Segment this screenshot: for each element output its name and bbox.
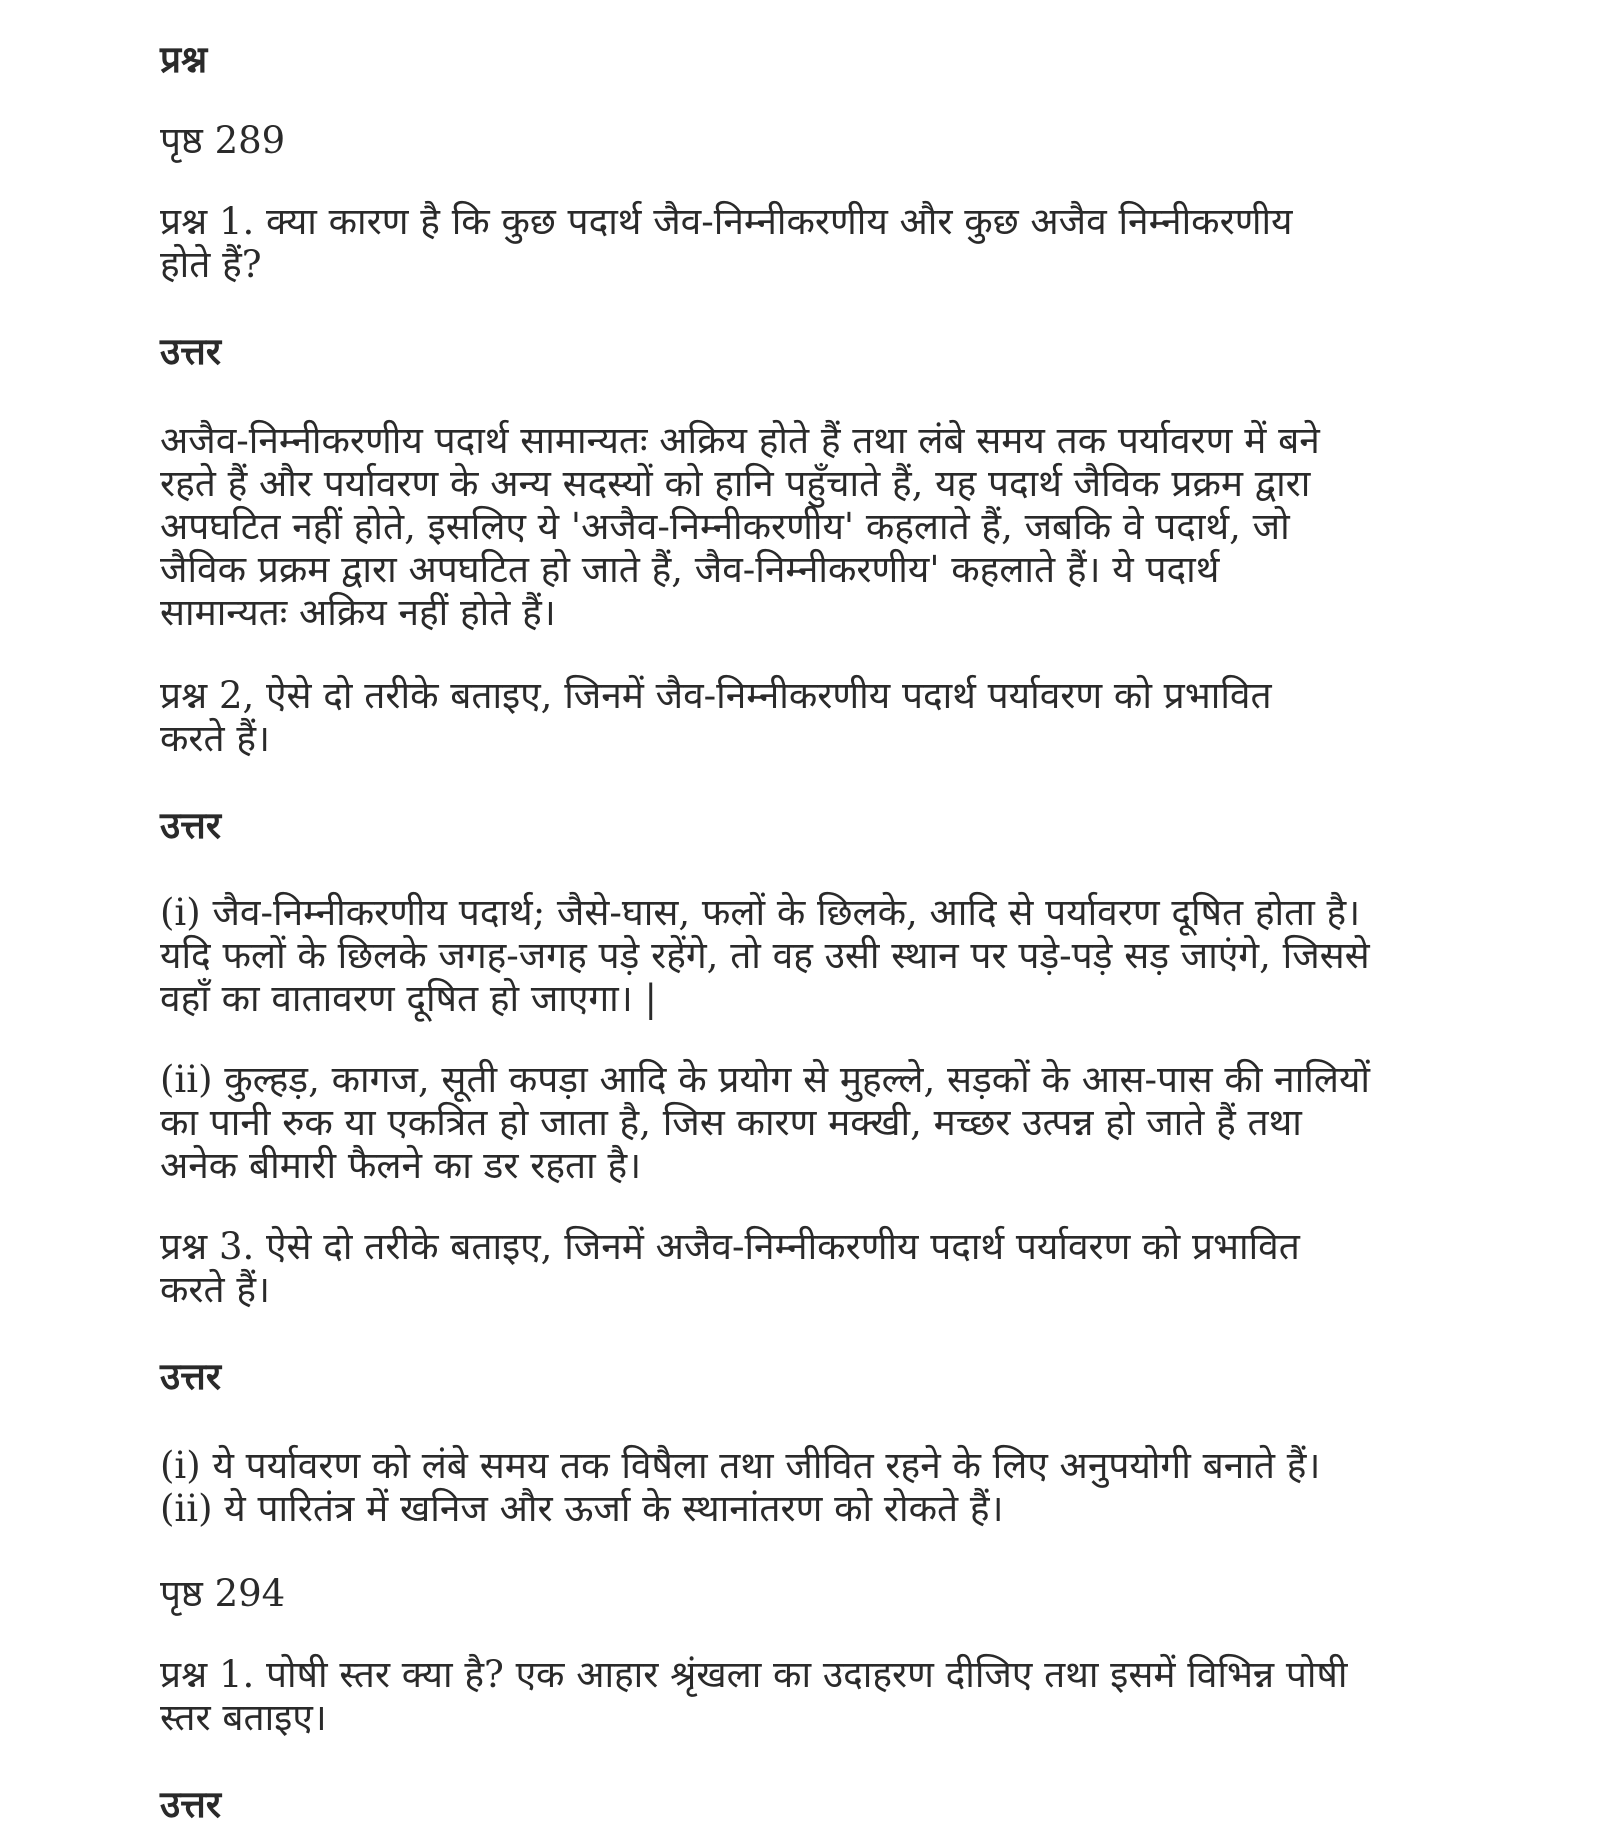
answer-2-point-2 <box>160 1058 1460 1187</box>
answer-label: उत्तर <box>160 803 221 847</box>
answer-3-line-2: (ii) ये पारितंत्र में खनिज और ऊर्जा के स्थानांतरण को रोकते हैं। <box>160 1487 1004 1530</box>
answer-label: उत्तर <box>160 1782 221 1826</box>
question-3 <box>160 1225 1460 1311</box>
question-2-line-2: करते हैं। <box>160 717 271 760</box>
question-2-line-1: प्रश्न 2, ऐसे दो तरीके बताइए, जिनमें जैव-निम्नीकरणीय पदार्थ पर्यावरण को प्रभावित <box>160 674 1272 717</box>
question-1-line-1: प्रश्न 1. क्या कारण है कि कुछ पदार्थ जैव-निम्नीकरणीय और कुछ अजैव निम्नीकरणीय <box>160 200 1293 243</box>
answer-2-point-1-line-2: यदि फलों के छिलके जगह-जगह पड़े रहेंगे, तो वह उसी स्थान पर पड़े-पड़े सड़ जाएंगे, जिससे <box>160 934 1370 977</box>
answer-1-line-5: सामान्यतः अक्रिय नहीं होते हैं। <box>160 591 556 634</box>
question-1-line-2: होते हैं? <box>160 243 262 286</box>
answer-2-point-2-line-3: अनेक बीमारी फैलने का डर रहता है। <box>160 1144 642 1187</box>
answer-3-line-1: (i) ये पर्यावरण को लंबे समय तक विषैला तथा जीवित रहने के लिए अनुपयोगी बनाते हैं। <box>160 1444 1321 1487</box>
question-1 <box>160 200 1460 286</box>
page-reference-289: पृष्ठ 289 <box>160 119 286 162</box>
answer-3 <box>160 1444 1460 1530</box>
answer-label: उत्तर <box>160 1354 221 1398</box>
question-4-line-1: प्रश्न 1. पोषी स्तर क्या है? एक आहार श्रृंखला का उदाहरण दीजिए तथा इसमें विभिन्न पोषी <box>160 1653 1348 1696</box>
answer-1-line-4: जैविक प्रक्रम द्वारा अपघटित हो जाते हैं, जैव-निम्नीकरणीय' कहलाते हैं। ये पदार्थ <box>160 548 1220 591</box>
question-3-line-2: करते हैं। <box>160 1268 271 1311</box>
section-heading: प्रश्न <box>160 37 208 81</box>
question-4 <box>160 1653 1460 1739</box>
answer-1 <box>160 419 1460 634</box>
answer-1-line-2: रहते हैं और पर्यावरण के अन्य सदस्यों को हानि पहुँचाते हैं, यह पदार्थ जैविक प्रक्रम द्वारा <box>160 462 1311 505</box>
answer-1-line-3: अपघटित नहीं होते, इसलिए ये 'अजैव-निम्नीकरणीय' कहलाते हैं, जबकि वे पदार्थ, जो <box>160 505 1290 548</box>
page-reference-294: पृष्ठ 294 <box>160 1572 286 1615</box>
answer-label: उत्तर <box>160 329 221 373</box>
answer-2-point-1 <box>160 891 1460 1020</box>
answer-2-point-2-line-2: का पानी रुक या एकत्रित हो जाता है, जिस कारण मक्खी, मच्छर उत्पन्न हो जाते हैं तथा <box>160 1101 1302 1144</box>
question-2 <box>160 674 1460 760</box>
answer-2-point-2-line-1: (ii) कुल्हड़, कागज, सूती कपड़ा आदि के प्रयोग से मुहल्ले, सड़कों के आस-पास की नालियों <box>160 1058 1370 1101</box>
document-page <box>160 22 1460 1826</box>
answer-2-point-1-line-1: (i) जैव-निम्नीकरणीय पदार्थ; जैसे-घास, फलों के छिलके, आदि से पर्यावरण दूषित होता है। <box>160 891 1361 934</box>
question-4-line-2: स्तर बताइए। <box>160 1696 327 1739</box>
answer-1-line-1: अजैव-निम्नीकरणीय पदार्थ सामान्यतः अक्रिय होते हैं तथा लंबे समय तक पर्यावरण में बने <box>160 419 1320 462</box>
answer-2-point-1-line-3: वहाँ का वातावरण दूषित हो जाएगा। | <box>160 977 657 1020</box>
question-3-line-1: प्रश्न 3. ऐसे दो तरीके बताइए, जिनमें अजैव-निम्नीकरणीय पदार्थ पर्यावरण को प्रभावित <box>160 1225 1300 1268</box>
